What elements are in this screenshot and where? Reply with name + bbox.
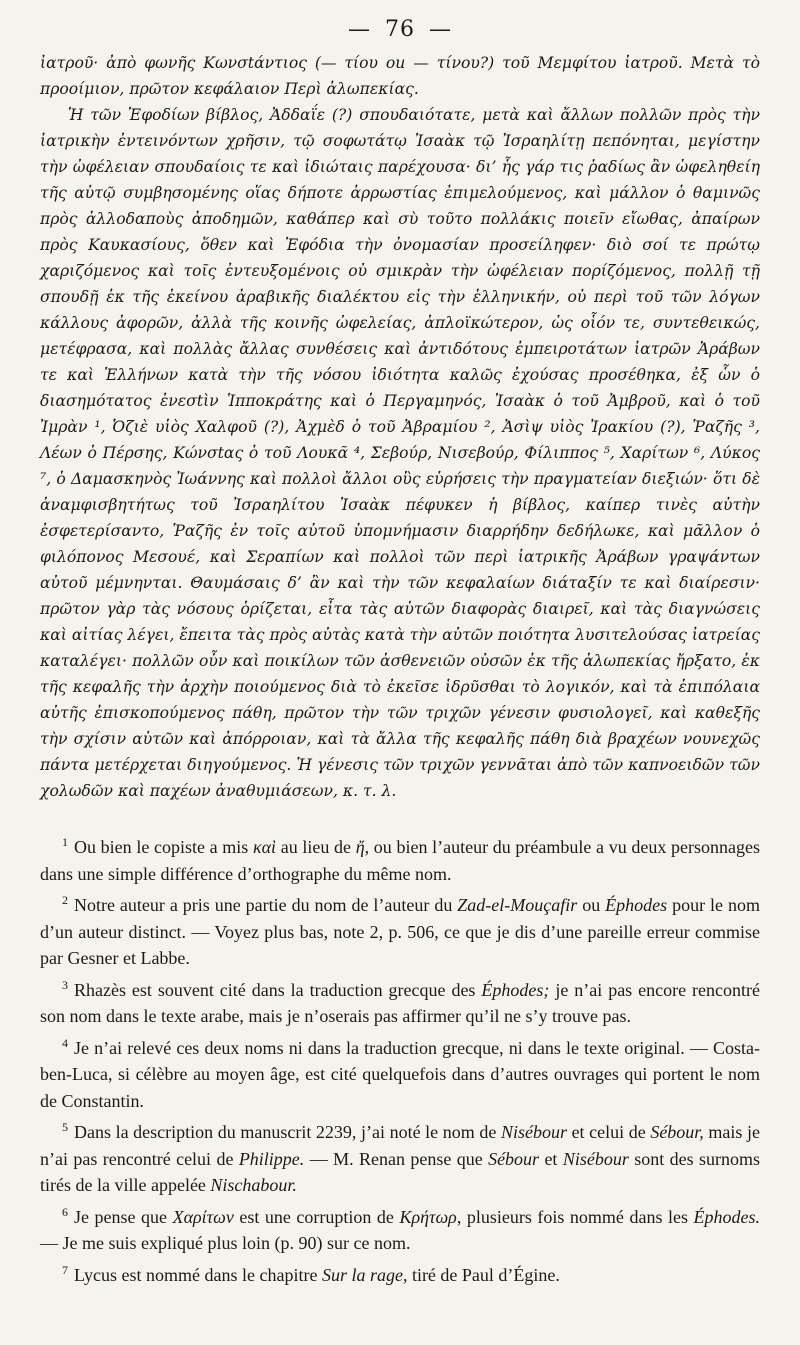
footnote-italic-text: Nisébour bbox=[500, 1122, 567, 1142]
footnote-text: Lycus est nommé dans le chapitre bbox=[74, 1264, 322, 1285]
footnote-number: 3 bbox=[62, 977, 68, 992]
header-dash-right: — bbox=[429, 16, 452, 42]
footnote-italic-text: Sur la rage bbox=[321, 1264, 403, 1285]
greek-text-block bbox=[40, 50, 760, 804]
footnote-italic-text: Éphodes. bbox=[693, 1206, 761, 1227]
footnote-italic-text: Nisébour bbox=[562, 1148, 629, 1169]
footnote-number: 5 bbox=[62, 1120, 68, 1134]
page-number: 76 bbox=[385, 16, 415, 42]
footnote-text: Je n’ai relevé ces deux noms ni dans la traduction grecque, ni dans le texte original. — Costa-ben-Luca, si célèbre au moyen âge, est cité quelquefois dans d’autres ouvrages qui portent le nom de Constantin. bbox=[40, 1037, 760, 1111]
footnote-text: Notre auteur a pris une partie du nom de l’auteur du bbox=[74, 895, 458, 915]
footnote-text: mais je n’ai pas rencontré celui de bbox=[40, 1122, 760, 1169]
greek-paragraph-main: Ἡ τῶν Ἐφοδίων βίβλος, Ἀδδαΐε (?) σπουδαιότατε, μετὰ καὶ ἄλλων πολλῶν πρὸς τὴν ἰατρικὴν ἐντεινόντων χρῆσιν, τῷ σοφωτάτῳ Ἰσαὰκ τῷ Ἰσραηλίτῃ πεπόνηται, μεγίστην τὴν ὠφέλειαν σπουδαίοις τε καὶ ἰδιώταις παρέχουσα· δι’ ἧς γάρ τις ῥαδίως ἂν ὠφεληθείη τῆς αὐτῷ συμβησομένης οἵας δήποτε ἀρρωστίας ἐπιμελούμενος, καὶ μάλλον ὁ θαμινῶς πρὸς ἀλλοδαποὺς ἀποδημῶν, καθάπερ καὶ σὺ τοῦτο πολλάκις ποιεῖν εἴωθας, ἀπαίρων πρὸς Καυκασίους, ὅθεν καὶ Ἐφόδια τὴν ὀνομασίαν προσείληφεν· διὸ σοί τε πρώτῳ χαριζόμενος καὶ τοῖς ἐντευξομένοις οὐ σμικρὰν τὴν ὠφέλειαν πορίζόμενος, πολλῇ τῇ σπουδῇ ἐκ τῆς ἐκείνου ἀραβικῆς διαλέκτου εἰς τὴν ἑλληνικήν, οὐ περὶ τοῦ τῶν λόγων κάλλους ἀφορῶν, ἀλλὰ τῆς κοινῆς ὠφελείας, ἁπλοϊκώτερον, ὡς οἷόν τε, συντεθεικώς, μετέφρασα, καὶ πολλὰς ἄλλας συνθέσεις καὶ ἀντιδότους ἐμπειροτάτων ἰατρῶν Ἀράβων τε καὶ Ἑλλήνων κατὰ τὴν τῆς νόσου ἰδιότητα καλῶς ἐχούσας προσέθηκα, ἐξ ὧν ὁ διασημότατος ἐνεσtὶν Ἱπποκράτης καὶ ὁ Περγαμηνός, Ἰσαὰκ ὁ τοῦ Ἀμβροῦ, καὶ ὁ τοῦ Ἰμρὰν ¹, Ὀζιὲ υἱὸς Χαλφοῦ (?), Ἀχμὲδ ὁ τοῦ Ἀβραμίου ², Ἀσὶψ υἱὸς Ἰρακίου (?), Ῥαζῆς ³, Λέων ὁ Πέρσης, Κώνσtας ὁ τοῦ Λουκᾶ ⁴, Σεβούρ, Νισεβούρ, Φίλιππος ⁵, Χαρίτων ⁶, Λύκος ⁷, ὁ Δαμασκηνὸς Ἰωάννης καὶ πολλοὶ ἄλλοι οὓς εὑρήσεις τὴν πραγματείαν διεξιών· ὅτι δὲ ἀναμφισβητήτως τοῦ Ἰσραηλίτου Ἰσαὰκ πέφυκεν ἡ βίβλος, καίπερ τινὲς αὐτὴν ἐσφετερίσαντο, Ῥαζῆς ἐν τοῖς αὐτοῦ ὑπομνήμασιν διαρρήδην δεδήλωκε, καὶ μᾶλλον ὁ φιλόπονος Μεσουέ, καὶ Σεραπίων καὶ πολλοὶ τῶν περὶ ἰατρικῆς Ἀράβων γραψάντων αὐτοῦ μέμνηνται. Θαυμάσαις δ’ ἂν καὶ τὴν τῶν κεφαλαίων διάταξίν τε καὶ διαίρεσιν· πρῶτον γὰρ τὰς νόσους ὁρίζεται, εἶτα τὰς αὐτῶν διαφορὰς διαιρεῖ, καὶ τὰς διαγνώσεις καὶ αἰτίας λέγει, ἔπειτα τὰς πρὸς αὐτὰς κατὰ τὴν αὐτῶν ποιότητα λυσιτελούσας ἰατρείας καταλέγει· πολλῶν οὖν καὶ ποικίλων τῶν ἀσθενειῶν οὐσῶν ἐκ τῆς ἀλωπεκίας ἤρξατο, ἐκ τῆς κεφαλῆς τὴν ἀρχὴν ποιούμενος διὰ τὸ ἐκεῖσε ἱδρῦσθαι τὸ λογικόν, καὶ τὰ ἐπιπόλαια αὐτῆς ἐπισκοπούμενος πάθη, πρῶτον τὴν τῶν τριχῶν γένεσιν φυσιολογεῖ, καὶ καθεξῆς τὴν σχίσιν αὐτῶν καὶ ἀπόρροιαν, καὶ τὰ ἄλλα τῆς κεφαλῆς πάθη διὰ βραχέων νουνεχῶς πάντα μετέρχεται διηγούμενος. Ἡ γένεσις τῶν τριχῶν γεννᾶται ἀπὸ τῶν καπνοειδῶν τῶν χολωδῶν καὶ παχέων ἀναθυμιάσεων, κ. τ. λ. bbox=[40, 106, 761, 800]
footnote-text: , tiré de Paul d’Égine. bbox=[402, 1264, 560, 1285]
footnote-number: 7 bbox=[62, 1262, 68, 1277]
footnote-text: Ou bien le copiste a mis bbox=[74, 837, 253, 857]
footnote-text: je n’ai pas encore rencontré son nom dans le texte arabe, mais je n’oserais pas affirmer qu’il ne s’y trouve pas. bbox=[40, 979, 760, 1026]
footnote-italic-text: Sébour bbox=[488, 1148, 540, 1169]
footnote-italic-text: ἤ bbox=[355, 837, 365, 857]
footnote-text: Rhazès est souvent cité dans la traduction grecque des bbox=[74, 979, 482, 1000]
greek-paragraph-intro: ἰατροῦ· ἀπὸ φωνῆς Κωνσtάντιος (— τίου ou — τίνου?) τοῦ Μεμφίτου ἰατροῦ. Μετὰ τὸ προοίμιον, πρῶτον κεφάλαιον Περὶ ἀλωπεκίας. bbox=[40, 54, 760, 98]
footnote-2 bbox=[40, 892, 760, 972]
footnote-italic-text: Zad-el-Mouçafir bbox=[457, 895, 578, 915]
footnote-7 bbox=[40, 1262, 760, 1289]
footnote-text: et bbox=[539, 1148, 563, 1169]
footnote-italic-text: Χαρίτων bbox=[172, 1206, 234, 1227]
footnote-text: ou bbox=[577, 895, 606, 915]
page-header bbox=[40, 14, 760, 44]
footnote-number: 1 bbox=[62, 835, 68, 849]
footnote-italic-text: Éphodes; bbox=[481, 979, 550, 1000]
footnote-text: au lieu de bbox=[276, 837, 356, 857]
footnote-italic-text: καὶ bbox=[252, 837, 277, 857]
header-dash-left: — bbox=[348, 16, 371, 42]
footnote-text: , plusieurs fois nommé dans les bbox=[456, 1206, 694, 1227]
footnote-italic-text: Nischabour. bbox=[210, 1175, 297, 1195]
footnote-3 bbox=[40, 977, 760, 1030]
footnote-text: est une corruption de bbox=[233, 1206, 400, 1227]
footnote-italic-text: Sébour, bbox=[650, 1122, 704, 1142]
footnote-text: pour le nom d’un auteur distinct. — Voyez plus bas, note 2, p. 506, ce que je dis d’une pareille erreur commise par Gesner et Labbe. bbox=[40, 895, 760, 968]
footnote-text: — M. Renan pense que bbox=[304, 1148, 489, 1169]
footnote-text: , ou bien l’auteur du préambule a vu deux personnages dans une simple différence d’orthographe du même nom. bbox=[40, 837, 760, 884]
footnote-text: Je pense que bbox=[74, 1206, 173, 1227]
footnote-number: 4 bbox=[62, 1035, 68, 1050]
footnote-6 bbox=[40, 1204, 760, 1257]
footnote-italic-text: Philippe. bbox=[238, 1148, 305, 1169]
footnote-5 bbox=[40, 1119, 760, 1199]
footnote-text: — Je me suis expliqué plus loin (p. 90) sur ce nom. bbox=[40, 1233, 411, 1253]
footnote-1 bbox=[40, 834, 760, 887]
footnotes-section bbox=[40, 834, 760, 1288]
footnote-text: et celui de bbox=[566, 1122, 651, 1142]
footnote-text: Dans la description du manuscrit 2239, j’ai noté le nom de bbox=[74, 1122, 501, 1142]
footnote-italic-text: Κρήτωρ bbox=[399, 1206, 457, 1227]
footnote-number: 6 bbox=[62, 1204, 68, 1219]
footnote-text: sont des surnoms tirés de la ville appelée bbox=[40, 1148, 760, 1195]
footnote-4 bbox=[40, 1035, 760, 1115]
footnote-italic-text: Éphodes bbox=[605, 895, 668, 915]
footnote-number: 2 bbox=[62, 893, 68, 907]
